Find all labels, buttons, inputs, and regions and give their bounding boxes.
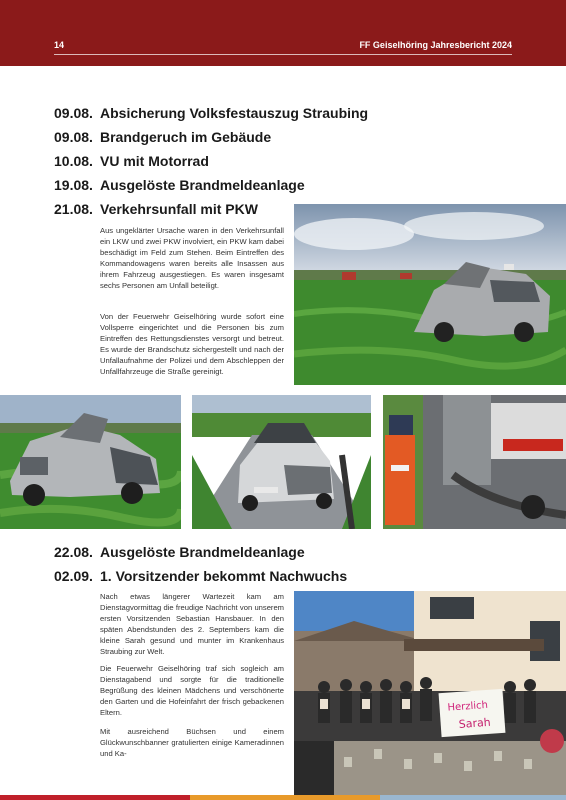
- entry-title: Ausgelöste Brandmeldeanlage: [100, 177, 305, 193]
- footer-bar-orange: [190, 795, 380, 800]
- nachwuchs-paragraph-3: Mit ausreichend Büchsen und einem Glückwunschbanner gratulierten einige Kameradinnen und Ka-: [100, 727, 284, 758]
- entry-date: 22.08.: [54, 544, 93, 560]
- crash-photo-side: [0, 395, 181, 529]
- entry-heading: [54, 153, 209, 169]
- crash-photo-truck: [383, 395, 566, 529]
- entry-title: Absicherung Volksfestauszug Straubing: [100, 105, 369, 121]
- unfall-paragraph-2: Von der Feuerwehr Geiselhöring wurde sofort eine Vollsperre eingerichtet und die Personen bis zum Eintreffen des Rettungsdienstes versorgt und betreut. Es wurde der Brandschutz sichergestellt und nach der Unfallaufnahme der Polizei und dem Abschleppen der Unfallfahrzeuge die Straße gereinigt.: [100, 312, 284, 376]
- entry-title: Brandgeruch im Gebäude: [100, 129, 272, 145]
- entry-date: 09.08.: [54, 105, 93, 121]
- entry-date: 21.08.: [54, 201, 93, 217]
- footer-bar-red: [0, 795, 190, 800]
- entry-title: 1. Vorsitzender bekommt Nachwuchs: [100, 568, 348, 584]
- entry-heading: [54, 105, 368, 121]
- entry-heading: [54, 201, 258, 217]
- banner-text-2: Sarah: [458, 715, 492, 731]
- entry-title: VU mit Motorrad: [100, 153, 209, 169]
- page-number: 14: [54, 40, 65, 50]
- unfall-paragraph-1: Aus ungeklärter Ursache waren in den Verkehrsunfall ein LKW und zwei PKW involviert, ein PKW kam dabei beschädigt im Feld zum Stehen. Beim Eintreffen des Kommandowagens waren bereits alle Insassen aus ihrem Fahrzeug ausgestiegen. Es waren insgesamt sechs Personen am Unfall beteiligt.: [100, 226, 284, 290]
- footer-bar-blue: [380, 795, 566, 800]
- crash-photo-field: [294, 204, 566, 385]
- entry-date: 19.08.: [54, 177, 93, 193]
- entry-heading: [54, 129, 271, 145]
- group-photo-house: [294, 591, 566, 796]
- entry-heading: [54, 177, 305, 193]
- entry-date: 10.08.: [54, 153, 93, 169]
- entry-title: Ausgelöste Brandmeldeanlage: [100, 544, 305, 560]
- entry-date: 09.08.: [54, 129, 93, 145]
- footer-color-bar: [0, 795, 566, 800]
- entry-heading: [54, 568, 347, 584]
- nachwuchs-paragraph-2: Die Feuerwehr Geiselhöring traf sich sogleich am Dienstagabend und sorgte für die traditionelle Begrüßung des kleinen Mädchens und verschönerte den Garten und die Hofeinfahrt der frisch gebackenen Eltern.: [100, 664, 284, 717]
- banner-text-1: Herzlich: [447, 699, 489, 714]
- page-header: [0, 0, 566, 66]
- crash-photo-road: [192, 395, 371, 529]
- nachwuchs-paragraph-1: Nach etwas längerer Wartezeit kam am Dienstagvormittag die freudige Nachricht von unserem ersten Vorsitzenden Sebastian Hansbauer. In den späten Abendstunden des 2. Septembers kam die kleine Sarah gesund und munter im Krankenhaus Straubing zur Welt.: [100, 592, 284, 656]
- entry-title: Verkehrsunfall mit PKW: [100, 201, 258, 217]
- entry-heading: [54, 544, 305, 560]
- report-title: FF Geiselhöring Jahresbericht 2024: [359, 40, 512, 50]
- entry-date: 02.09.: [54, 568, 93, 584]
- header-rule: [54, 54, 512, 55]
